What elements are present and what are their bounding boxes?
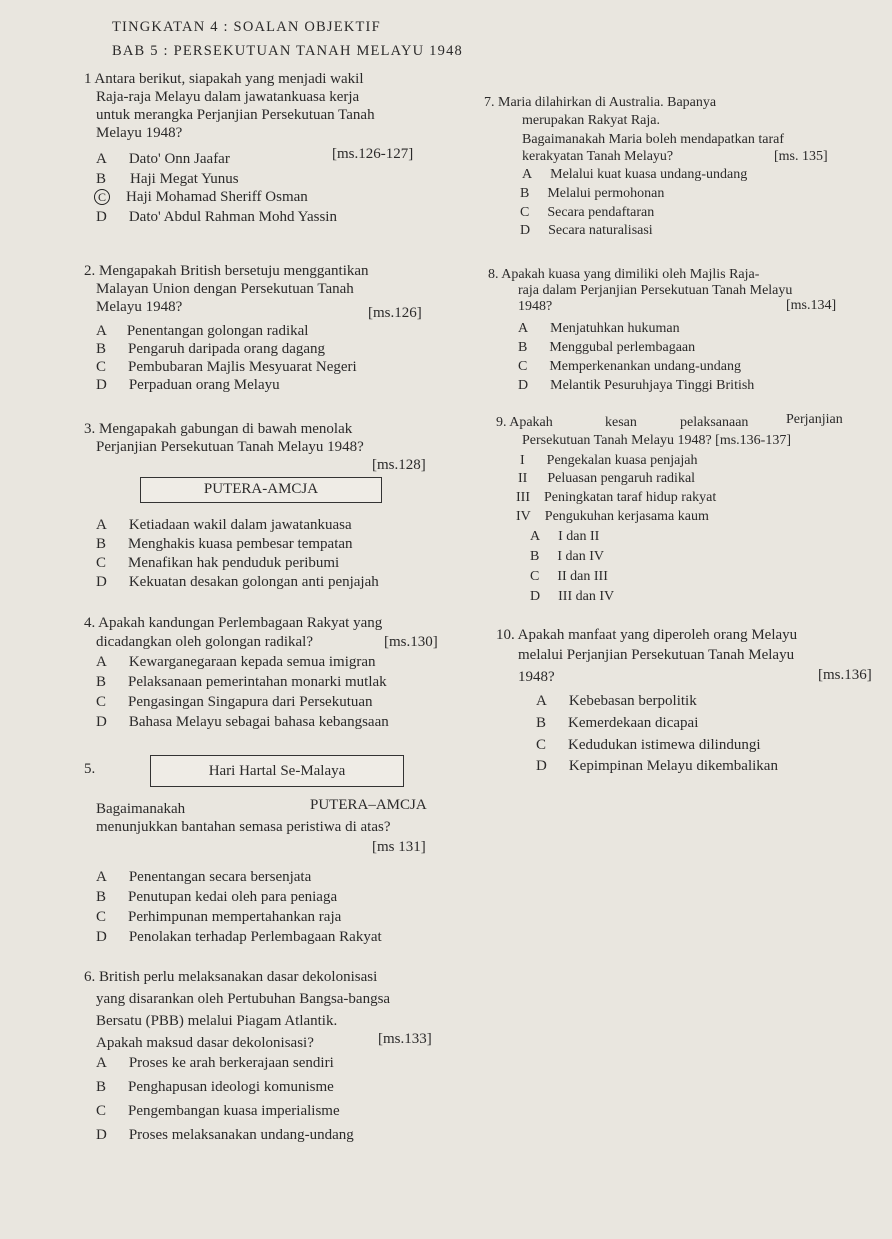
question-number: 5.	[84, 761, 96, 777]
roman-numeral: I	[520, 453, 525, 468]
option-letter: A	[96, 323, 107, 339]
option-b[interactable]	[520, 185, 664, 203]
page-reference: [ms.130]	[384, 634, 438, 650]
page-reference: [ms.128]	[372, 457, 426, 473]
question-text: Persekutuan Tanah Melayu 1948? [ms.136-137]	[522, 433, 791, 448]
chapter-title: BAB 5 : PERSEKUTUAN TANAH MELAYU 1948	[112, 43, 463, 59]
option-a[interactable]	[96, 653, 376, 671]
stimulus-box: PUTERA-AMCJA	[140, 477, 382, 503]
option-d[interactable]	[96, 713, 389, 731]
option-d[interactable]	[96, 573, 379, 591]
question-text: pelaksanaan	[680, 415, 749, 430]
question-text: kerakyatan Tanah Melayu?	[522, 149, 674, 164]
option-a[interactable]	[530, 528, 599, 546]
option-letter: A	[96, 869, 107, 885]
option-a[interactable]	[96, 150, 230, 168]
option-text: Pelaksanaan pemerintahan monarki mutlak	[128, 674, 387, 690]
question-text: kesan	[605, 415, 637, 430]
option-letter: C	[518, 359, 528, 374]
option-b[interactable]	[96, 170, 239, 188]
option-letter: A	[96, 654, 107, 670]
statement-text: Pengekalan kuasa penjajah	[546, 453, 698, 468]
option-letter: B	[96, 171, 107, 187]
question-text: Bersatu (PBB) melalui Piagam Atlantik.	[96, 1013, 338, 1029]
option-text: Penentangan golongan radikal	[126, 323, 309, 339]
question-text: 3. Mengapakah gabungan di bawah menolak	[84, 421, 353, 437]
option-text: Secara naturalisasi	[548, 223, 653, 238]
option-text: Dato' Abdul Rahman Mohd Yassin	[128, 209, 337, 225]
option-letter: B	[96, 1079, 107, 1095]
roman-numeral: IV	[516, 509, 531, 524]
question-text: 6. British perlu melaksanakan dasar dekolonisasi	[84, 969, 378, 985]
option-letter: D	[96, 209, 107, 225]
option-letter: C	[96, 359, 107, 375]
statement-iii	[516, 489, 716, 507]
option-b[interactable]	[96, 1078, 334, 1096]
option-text: Secara pendaftaran	[547, 205, 655, 220]
option-d[interactable]	[536, 757, 778, 775]
question-text: Malayan Union dengan Persekutuan Tanah	[96, 281, 354, 297]
option-text: Penolakan terhadap Perlembagaan Rakyat	[128, 929, 382, 945]
option-letter: C	[520, 205, 530, 220]
option-text: Kepimpinan Melayu dikembalikan	[568, 758, 778, 774]
question-text: Perjanjian Persekutuan Tanah Melayu 1948?	[96, 439, 364, 455]
option-text: I dan II	[558, 529, 600, 544]
option-text: III dan IV	[558, 589, 615, 604]
level-title: TINGKATAN 4 : SOALAN OBJEKTIF	[112, 19, 381, 35]
option-letter: B	[96, 674, 107, 690]
question-text: Raja-raja Melayu dalam jawatankuasa kerja	[96, 89, 360, 105]
option-letter: C	[96, 909, 107, 925]
question-text: Perjanjian	[786, 412, 843, 427]
option-text: Menghakis kuasa pembesar tempatan	[128, 536, 353, 552]
option-b[interactable]	[518, 339, 695, 357]
option-b[interactable]	[96, 888, 337, 906]
option-a[interactable]	[96, 868, 311, 886]
question-text: 1948?	[518, 299, 553, 314]
option-a[interactable]	[518, 320, 680, 338]
statement-i	[520, 452, 698, 470]
option-text: Haji Megat Yunus	[130, 171, 239, 187]
option-letter: D	[96, 929, 107, 945]
question-text: dicadangkan oleh golongan radikal?	[96, 634, 314, 650]
question-text: 2. Mengapakah British bersetuju menggantikan	[84, 263, 369, 279]
option-text: Memperkenankan undang-undang	[549, 359, 742, 374]
question-text: raja dalam Perjanjian Persekutuan Tanah Melayu	[518, 283, 793, 298]
question-text: Apakah maksud dasar dekolonisasi?	[96, 1035, 314, 1051]
option-d[interactable]	[530, 588, 614, 606]
option-letter: A	[522, 167, 533, 182]
option-letter: C	[96, 1103, 107, 1119]
option-text: Kedudukan istimewa dilindungi	[568, 737, 761, 753]
option-letter: A	[518, 321, 529, 336]
option-text: Proses ke arah berkerajaan sendiri	[128, 1055, 334, 1071]
question-text: untuk merangka Perjanjian Persekutuan Tanah	[96, 107, 375, 123]
option-letter: B	[518, 340, 528, 355]
option-letter: D	[530, 589, 541, 604]
option-text: Penentangan secara bersenjata	[128, 869, 312, 885]
page-reference: [ms.136]	[818, 667, 872, 683]
roman-numeral: III	[516, 490, 530, 505]
option-d[interactable]	[96, 928, 382, 946]
page-reference: [ms. 135]	[774, 149, 828, 164]
option-c[interactable]	[96, 908, 341, 926]
option-c[interactable]	[96, 358, 357, 376]
roman-numeral: II	[518, 471, 528, 486]
option-c[interactable]	[96, 693, 373, 711]
option-letter: B	[96, 536, 107, 552]
question-text: Melayu 1948?	[96, 299, 183, 315]
question-text: melalui Perjanjian Persekutuan Tanah Melayu	[518, 647, 795, 663]
option-letter: B	[536, 715, 547, 731]
option-text: Dato' Onn Jaafar	[128, 151, 230, 167]
option-text: Perhimpunan mempertahankan raja	[128, 909, 342, 925]
statement-text: Pengukuhan kerjasama kaum	[544, 509, 709, 524]
question-text: menunjukkan bantahan semasa peristiwa di atas?	[96, 819, 391, 835]
option-c[interactable]	[536, 736, 761, 754]
option-letter: A	[96, 517, 107, 533]
option-b[interactable]	[536, 714, 698, 732]
option-letter: D	[520, 223, 531, 238]
option-letter: A	[96, 1055, 107, 1071]
option-letter: D	[96, 1127, 107, 1143]
option-text: Kewarganegaraan kepada semua imigran	[128, 654, 376, 670]
option-text: Pengasingan Singapura dari Persekutuan	[128, 694, 373, 710]
option-letter: C	[530, 569, 540, 584]
option-a[interactable]	[96, 516, 352, 534]
option-c[interactable]	[94, 188, 308, 206]
page-reference: [ms.126-127]	[332, 146, 414, 162]
option-text: II dan III	[557, 569, 608, 584]
option-text: I dan IV	[557, 549, 604, 564]
option-letter: C	[96, 555, 107, 571]
option-letter: B	[96, 341, 107, 357]
option-d[interactable]	[518, 377, 754, 395]
option-text: Proses melaksanakan undang-undang	[128, 1127, 354, 1143]
option-letter: B	[96, 889, 107, 905]
question-text: 9. Apakah	[496, 415, 553, 430]
option-text: Menjatuhkan hukuman	[550, 321, 680, 336]
option-a[interactable]	[96, 1054, 334, 1072]
question-text: PUTERA–AMCJA	[310, 797, 427, 813]
option-letter: D	[96, 574, 107, 590]
option-letter: A	[536, 693, 547, 709]
option-b[interactable]	[530, 548, 604, 566]
option-text: Melalui kuat kuasa undang-undang	[550, 167, 748, 182]
option-c[interactable]	[520, 204, 654, 222]
option-text: Bahasa Melayu sebagai bahasa kebangsaan	[128, 714, 389, 730]
option-text: Kemerdekaan dicapai	[568, 715, 699, 731]
page-reference: [ms.134]	[786, 298, 837, 313]
question-text: 8. Apakah kuasa yang dimiliki oleh Majlis Raja-	[488, 267, 760, 282]
option-text: Pembubaran Majlis Mesyuarat Negeri	[128, 359, 357, 375]
question-text: Bagaimanakah	[96, 801, 186, 817]
option-c[interactable]	[518, 358, 741, 376]
option-text: Menggubal perlembagaan	[549, 340, 696, 355]
option-d[interactable]	[96, 208, 337, 226]
option-letter: D	[96, 714, 107, 730]
statement-text: Peningkatan taraf hidup rakyat	[544, 490, 717, 505]
option-d[interactable]	[520, 222, 653, 240]
option-letter: B	[520, 186, 530, 201]
option-a[interactable]	[522, 166, 747, 184]
question-text: Melayu 1948?	[96, 125, 183, 141]
option-letter: A	[96, 151, 107, 167]
option-letter: C	[96, 694, 107, 710]
stimulus-box: Hari Hartal Se-Malaya	[150, 755, 404, 787]
page-reference: [ms.126]	[368, 305, 422, 321]
option-c[interactable]	[530, 568, 608, 586]
question-text: Bagaimanakah Maria boleh mendapatkan taraf	[522, 132, 784, 147]
question-text: 7. Maria dilahirkan di Australia. Bapanya	[484, 95, 717, 110]
option-text: Haji Mohamad Sheriff Osman	[126, 189, 308, 205]
question-text: yang disarankan oleh Pertubuhan Bangsa-bangsa	[96, 991, 391, 1007]
option-letter: A	[530, 529, 541, 544]
page-reference: [ms 131]	[372, 839, 426, 855]
option-text: Kebebasan berpolitik	[568, 693, 697, 709]
option-c[interactable]	[96, 1102, 340, 1120]
selected-answer-circle: C	[94, 189, 110, 205]
option-text: Pengaruh daripada orang dagang	[128, 341, 326, 357]
question-text: 1 Antara berikut, siapakah yang menjadi wakil	[84, 71, 364, 87]
option-b[interactable]	[96, 673, 387, 691]
option-text: Melalui permohonan	[547, 186, 665, 201]
question-text: 4. Apakah kandungan Perlembagaan Rakyat yang	[84, 615, 383, 631]
option-text: Ketiadaan wakil dalam jawatankuasa	[128, 517, 352, 533]
option-b[interactable]	[96, 340, 325, 358]
statement-iv	[516, 508, 709, 526]
option-text: Kekuatan desakan golongan anti penjajah	[128, 574, 379, 590]
option-d[interactable]	[96, 376, 280, 394]
option-text: Penghapusan ideologi komunisme	[128, 1079, 334, 1095]
option-a[interactable]	[96, 322, 308, 340]
question-text: merupakan Rakyat Raja.	[522, 113, 661, 128]
option-text: Perpaduan orang Melayu	[128, 377, 280, 393]
option-d[interactable]	[96, 1126, 354, 1144]
statement-text: Peluasan pengaruh radikal	[547, 471, 696, 486]
option-letter: D	[96, 377, 107, 393]
statement-ii	[518, 470, 695, 488]
option-text: Pengembangan kuasa imperialisme	[128, 1103, 340, 1119]
option-b[interactable]	[96, 535, 353, 553]
question-text: 10. Apakah manfaat yang diperoleh orang Melayu	[496, 627, 798, 643]
question-text: 1948?	[518, 669, 555, 685]
option-letter: D	[536, 758, 547, 774]
option-letter: C	[536, 737, 547, 753]
option-c[interactable]	[96, 554, 339, 572]
option-letter: D	[518, 378, 529, 393]
page-reference: [ms.133]	[378, 1031, 432, 1047]
option-a[interactable]	[536, 692, 697, 710]
option-letter: B	[530, 549, 540, 564]
option-text: Melantik Pesuruhjaya Tinggi British	[550, 378, 755, 393]
option-text: Menafikan hak penduduk peribumi	[128, 555, 340, 571]
option-text: Penutupan kedai oleh para peniaga	[128, 889, 338, 905]
